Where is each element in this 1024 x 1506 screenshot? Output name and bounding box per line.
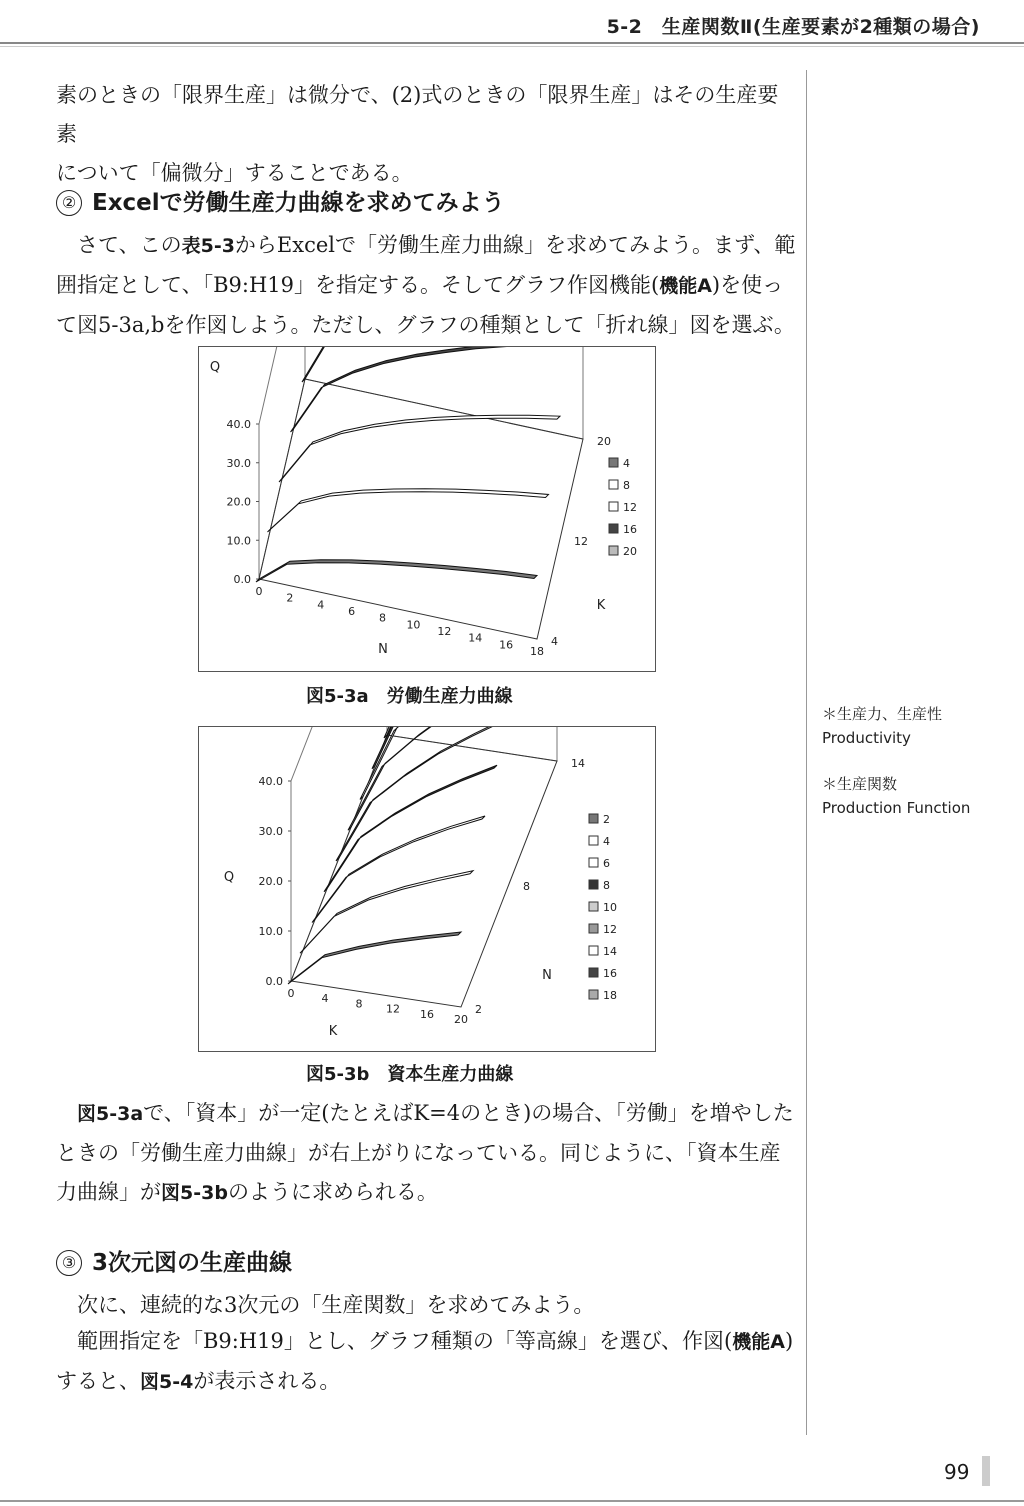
section-2-title: Excelで労働生産力曲線を求めてみよう (92, 190, 505, 216)
y-tick-label: 30.0 (258, 825, 283, 838)
legend-swatch (589, 814, 598, 823)
y-tick-label: 20.0 (258, 875, 283, 888)
legend-swatch (589, 968, 598, 977)
header-rule (0, 42, 1024, 44)
intro-line-2: について「偏微分」することである。 (56, 161, 413, 185)
y-tick-label: 0.0 (265, 975, 283, 988)
page-edge-mark (982, 1456, 990, 1486)
legend-swatch (609, 502, 618, 511)
legend-swatch (609, 524, 618, 533)
text-run: さて、この (77, 233, 182, 257)
section-3-paragraph-1: 次に、連続的な3次元の「生産関数」を求めてみよう。 (77, 1293, 595, 1317)
x-axis-label: N (378, 642, 388, 657)
z-axis-label: K (596, 598, 606, 613)
legend-label: 8 (603, 879, 610, 892)
text-run: 範囲指定を「B9:H19」とし、グラフ種類の「等高線」を選び、作図( (77, 1329, 733, 1353)
legend-swatch (589, 836, 598, 845)
legend-swatch (589, 902, 598, 911)
section-3-heading (56, 1244, 292, 1277)
figure-5-3b-caption: 図5-3b 資本生産力曲線 (306, 1064, 514, 1085)
legend-label: 16 (603, 967, 617, 980)
x-tick-label: 6 (348, 605, 356, 618)
figure-ref: 図5-3b (161, 1182, 228, 1204)
legend-label: 8 (623, 479, 630, 492)
x-tick-label: 0 (255, 585, 263, 598)
legend-label: 12 (603, 923, 617, 936)
figure-ref: 図5-3a (77, 1103, 144, 1125)
back-wall (305, 347, 583, 439)
z-tick-label: 4 (551, 635, 558, 648)
z-tick-label: 12 (574, 535, 588, 548)
x-tick-label: 16 (420, 1007, 434, 1021)
figure-5-3a-caption: 図5-3a 労働生産力曲線 (306, 686, 513, 707)
legend-swatch (609, 480, 618, 489)
section-3-paragraph-2 (56, 1322, 796, 1402)
text-run: で、「資本」が一定(たとえばK=4のとき)の場合、「労働」を増やしたときの「労働生産力曲線」が右上がりになっている。同じように、「資本生産力曲線」が (56, 1101, 794, 1204)
text-run: )すると、 (56, 1329, 794, 1393)
x-tick-label: 2 (286, 591, 294, 605)
y-tick-label: 10.0 (226, 534, 251, 548)
x-tick-label: 8 (355, 997, 363, 1011)
z-tick-label: 14 (571, 757, 585, 770)
page-number: 99 (944, 1460, 970, 1484)
x-tick-label: 4 (321, 992, 329, 1006)
chart-5-3b (199, 727, 655, 1051)
after-figures-paragraph (56, 1094, 796, 1213)
legend-swatch (589, 858, 598, 867)
legend-label: 12 (623, 501, 637, 514)
function-ref: 機能A (659, 275, 712, 297)
legend-swatch (609, 546, 618, 555)
x-tick-label: 20 (454, 1013, 468, 1026)
legend-swatch (589, 924, 598, 933)
legend-label: 16 (623, 523, 637, 536)
y-tick-label: 20.0 (226, 495, 251, 509)
back-wall (387, 727, 557, 761)
z-tick-label: 20 (597, 435, 611, 448)
legend-swatch (589, 990, 598, 999)
legend-label: 10 (603, 901, 617, 914)
sidenote-english: Production Function (822, 799, 971, 817)
legend-label: 20 (623, 545, 637, 558)
sidenote-title: ＊生産関数 (822, 775, 898, 793)
text-run: が表示される。 (193, 1369, 341, 1393)
legend-swatch (589, 880, 598, 889)
chart-5-3a (199, 347, 655, 671)
y-tick-label: 40.0 (226, 418, 251, 431)
x-tick-label: 12 (386, 1002, 400, 1016)
sidenote-production-function (822, 772, 970, 820)
text-run: からExcelで「労働生産力曲線」を求めてみよう。まず、範囲指定として、「B9:H19」を指定する。そしてグラフ作図機能( (56, 233, 796, 297)
figure-5-3b (198, 726, 656, 1052)
legend-label: 2 (603, 813, 610, 826)
figure-5-3a (198, 346, 656, 672)
function-ref: 機能A (732, 1331, 785, 1353)
y-tick-label: 10.0 (258, 925, 283, 938)
side-wall (259, 347, 305, 579)
series-ribbon-2 (288, 932, 461, 984)
x-tick-label: 18 (530, 645, 544, 658)
legend-label: 4 (623, 457, 630, 470)
footer-rule (0, 1500, 1024, 1502)
z-axis-label: N (542, 968, 552, 983)
y-tick-label: 40.0 (258, 775, 283, 788)
y-tick-label: 0.0 (233, 573, 251, 586)
x-axis-label: K (328, 1024, 338, 1039)
section-2-heading (56, 184, 505, 217)
figure-ref: 図5-4 (140, 1371, 194, 1393)
z-tick-label: 2 (475, 1003, 482, 1016)
y-axis-label: Q (209, 360, 221, 375)
intro-paragraph (56, 76, 796, 193)
x-tick-label: 0 (287, 987, 295, 1000)
legend-label: 14 (603, 945, 617, 958)
intro-line-1: 素のときの「限界生産」は微分で、(2)式のときの「限界生産」はその生産要素 (56, 83, 779, 146)
header-title: 5-2 生産関数Ⅱ(生産要素が2種類の場合) (606, 16, 980, 38)
legend-label: 18 (603, 989, 617, 1002)
series-ribbon-8 (268, 489, 549, 532)
legend-label: 4 (603, 835, 610, 848)
x-tick-label: 4 (317, 598, 325, 612)
section-2-number: ② (56, 190, 82, 216)
y-tick-label: 30.0 (226, 456, 251, 470)
x-tick-label: 10 (406, 618, 421, 632)
section-3-number: ③ (56, 1250, 82, 1276)
sidenote-title: ＊生産力、生産性 (822, 705, 943, 723)
legend-swatch (609, 458, 618, 467)
legend-swatch (589, 946, 598, 955)
legend-label: 6 (603, 857, 610, 870)
x-tick-label: 8 (379, 611, 387, 625)
z-tick-label: 8 (523, 880, 530, 893)
text-run: )を使って図5-3a,bを作図しよう。ただし、グラフの種類として「折れ線」図を選ぶ。 (56, 273, 795, 337)
y-axis-label: Q (223, 870, 235, 885)
x-tick-label: 16 (499, 638, 514, 652)
section-2-paragraph (56, 226, 796, 345)
series-ribbon-4 (256, 560, 537, 582)
text-run: のように求められる。 (227, 1180, 438, 1204)
running-header (0, 0, 1024, 48)
sidenote-english: Productivity (822, 729, 911, 747)
section-3-title: 3次元図の生産曲線 (92, 1250, 293, 1276)
sidenote-productivity (822, 702, 942, 750)
x-tick-label: 12 (437, 625, 452, 638)
table-ref: 表5-3 (181, 235, 235, 257)
margin-divider (806, 70, 807, 1435)
header-rule-thin (0, 46, 1024, 47)
x-tick-label: 14 (468, 631, 483, 645)
